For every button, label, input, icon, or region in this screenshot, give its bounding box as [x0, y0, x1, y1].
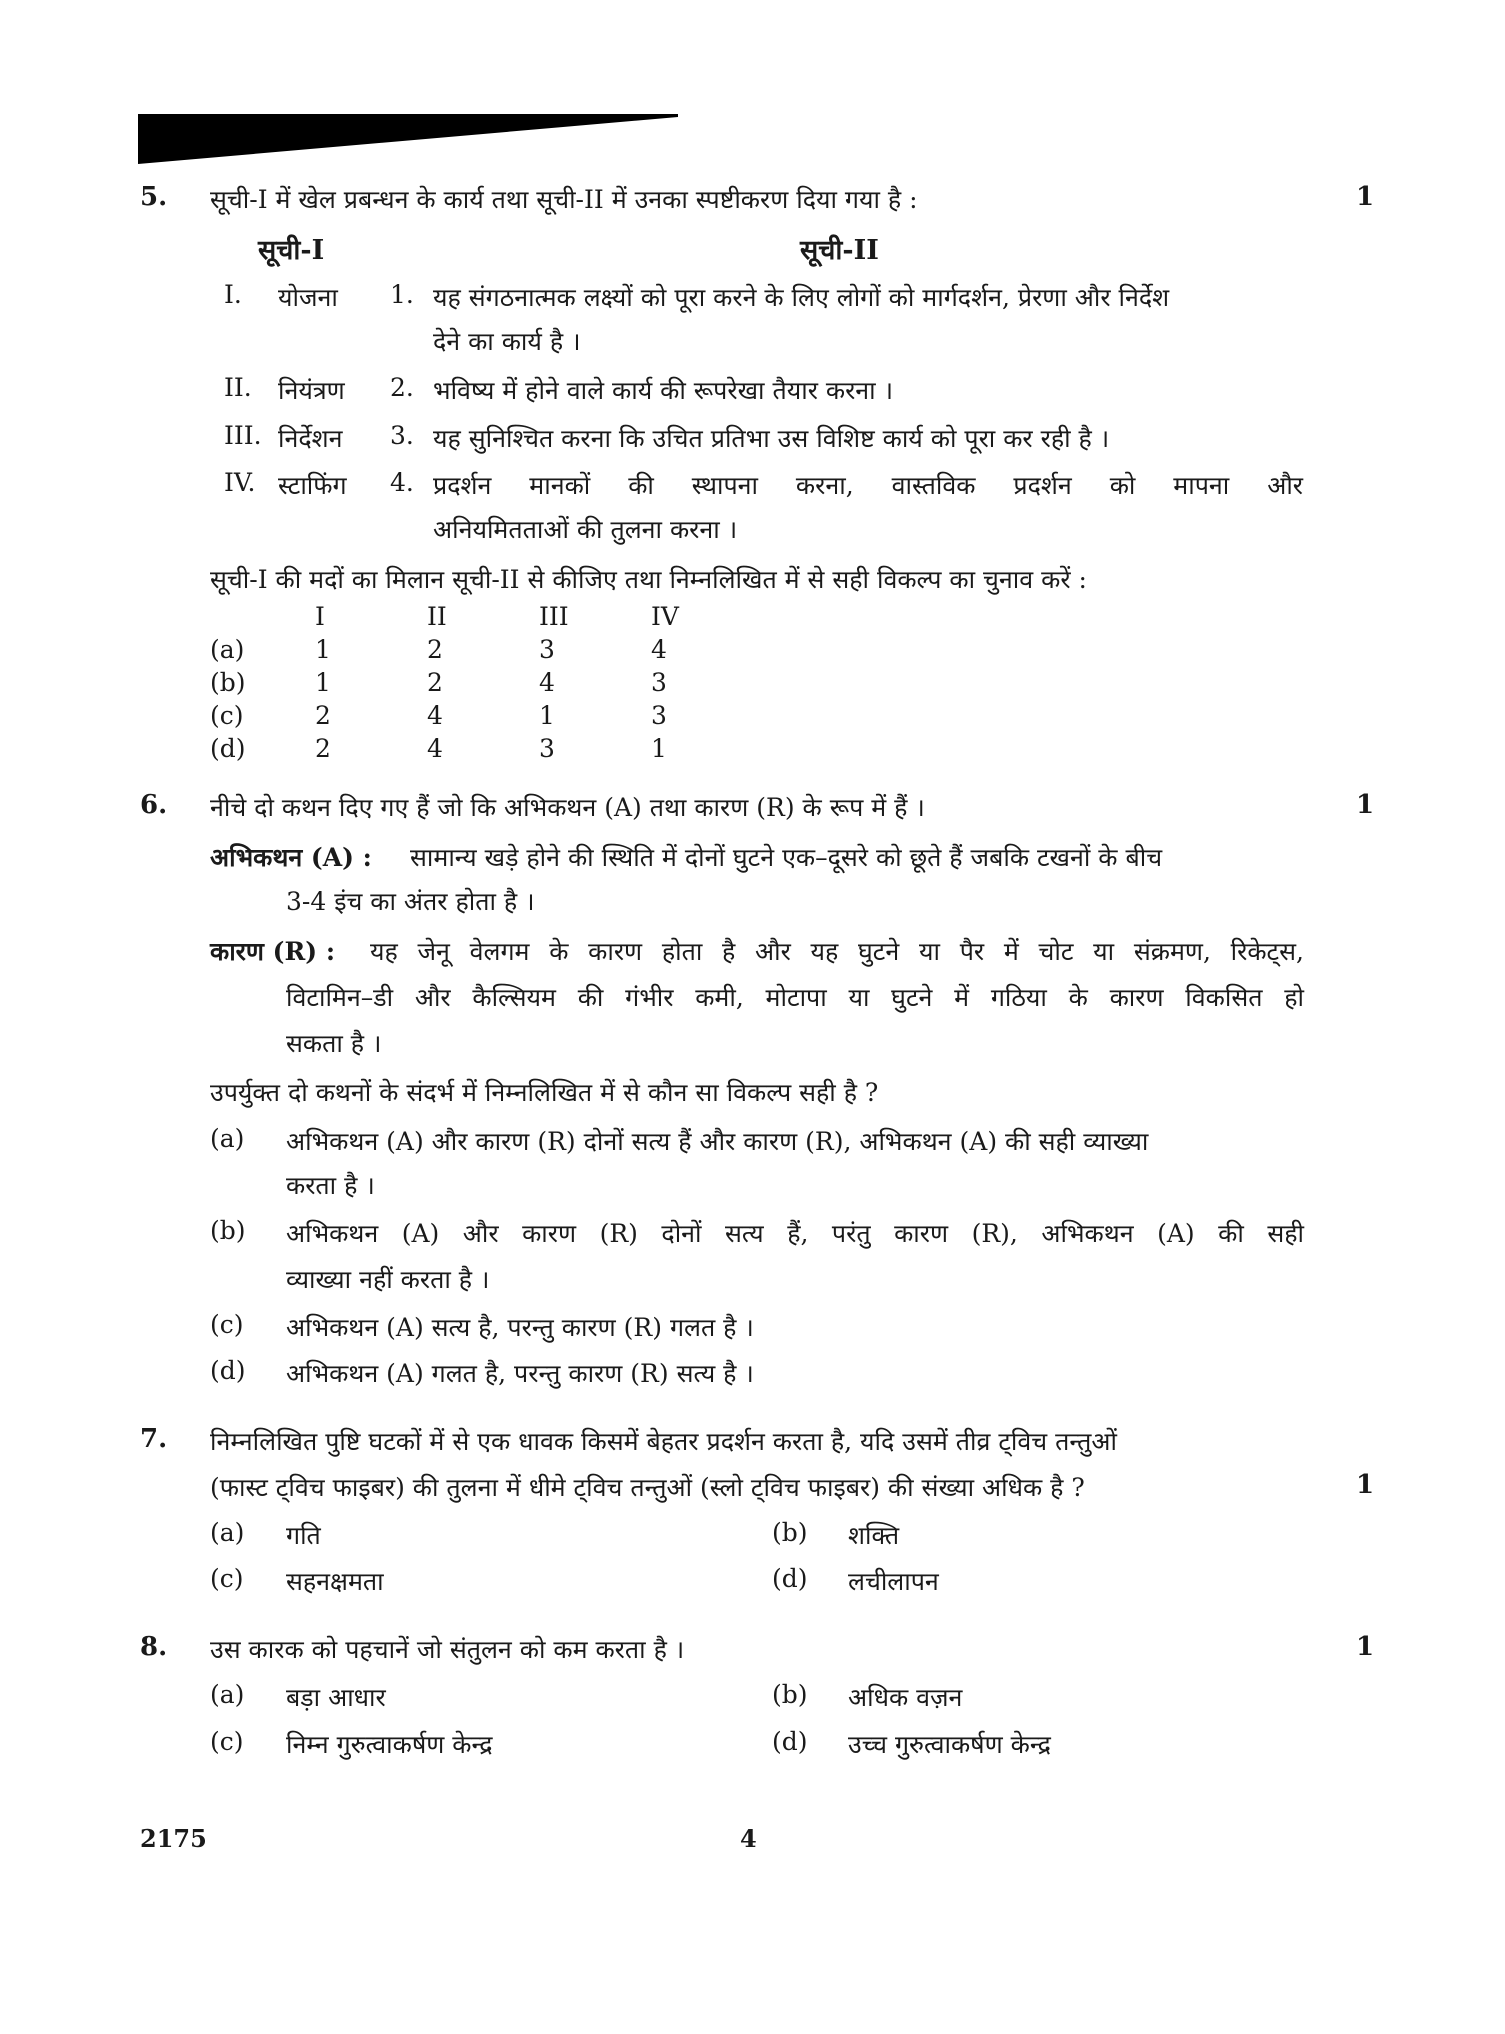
option-label: (b) [210, 668, 246, 697]
option-text: उच्च गुरुत्वाकर्षण केन्द्र [848, 1730, 1051, 1759]
table-row [210, 732, 711, 765]
option-text: अभिकथन (A) और कारण (R) दोनों सत्य हैं, परंतु कारण (R), अभिकथन (A) की सही [286, 1219, 1304, 1248]
table-row [210, 666, 711, 699]
q5-marks: 1 [1356, 182, 1375, 212]
list2-text: भविष्य में होने वाले कार्य की रूपरेखा तैयार करना । [433, 376, 894, 405]
assertion-text: सामान्य खड़े होने की स्थिति में दोनों घुटने एक–दूसरे को छूते हैं जबकि टखनों के बीच [410, 843, 1163, 872]
reason-text: यह जेनू वेलगम के कारण होता है और यह घुटने या पैर में चोट या संक्रमण, रिकेट्स, [370, 937, 1304, 966]
page-number: 4 [740, 1824, 757, 1853]
option-value: 4 [427, 734, 443, 763]
q5-instruction: सूची-I की मदों का मिलान सूची-II से कीजिए तथा निम्नलिखित में से सही विकल्प का चुनाव करें : [210, 565, 1087, 594]
option-value: 2 [427, 635, 443, 664]
col-head: II [427, 602, 447, 631]
q5-stem: सूची-I में खेल प्रबन्धन के कार्य तथा सूची-II में उनका स्पष्टीकरण दिया गया है : [210, 185, 918, 214]
option-value: 1 [315, 635, 331, 664]
q6-marks: 1 [1356, 790, 1375, 820]
option-text: व्याख्या नहीं करता है । [286, 1265, 490, 1294]
q7-number: 7. [140, 1424, 168, 1454]
option-text: अभिकथन (A) और कारण (R) दोनों सत्य हैं और कारण (R), अभिकथन (A) की सही व्याख्या [286, 1127, 1149, 1156]
col-head: III [539, 602, 569, 631]
q7-stem: निम्नलिखित पुष्टि घटकों में से एक धावक किसमें बेहतर प्रदर्शन करता है, यदि उसमें तीव्र ट्विच तन्तुओं [210, 1427, 1117, 1456]
table-row [210, 699, 711, 732]
option-text: करता है । [286, 1171, 375, 1200]
option-text: अभिकथन (A) गलत है, परन्तु कारण (R) सत्य है । [286, 1359, 754, 1388]
option-label: (c) [210, 1727, 244, 1756]
option-text: सहनक्षमता [286, 1567, 384, 1596]
option-label: (c) [210, 1564, 244, 1593]
option-text: अधिक वज़न [848, 1683, 963, 1712]
col-head: IV [651, 602, 679, 631]
col-head: I [315, 602, 325, 631]
list2-text: यह संगठनात्मक लक्ष्यों को पूरा करने के लिए लोगों को मार्गदर्शन, प्रेरणा और निर्देश [433, 283, 1170, 312]
q6-number: 6. [140, 790, 168, 820]
option-text: शक्ति [848, 1521, 900, 1550]
option-value: 3 [651, 668, 667, 697]
list1-item: नियंत्रण [278, 376, 345, 405]
reason-text: विटामिन–डी और कैल्सियम की गंभीर कमी, मोटापा या घुटने में गठिया के कारण विकसित हो [286, 983, 1304, 1012]
table-header-row [210, 600, 711, 633]
q8-number: 8. [140, 1632, 168, 1662]
list1-roman: IV. [224, 468, 256, 497]
match-options-table [210, 600, 711, 765]
list1-heading: सूची-I [258, 235, 325, 266]
q6-stem: नीचे दो कथन दिए गए हैं जो कि अभिकथन (A) तथा कारण (R) के रूप में हैं । [210, 793, 925, 822]
option-label: (d) [772, 1727, 808, 1756]
list2-text: देने का कार्य है । [433, 327, 581, 356]
option-label: (a) [210, 1518, 245, 1547]
list2-number: 1. [390, 280, 414, 309]
q8-stem: उस कारक को पहचानें जो संतुलन को कम करता है । [210, 1635, 685, 1664]
option-label: (a) [210, 1680, 245, 1709]
list2-number: 2. [390, 373, 414, 402]
option-value: 1 [539, 701, 555, 730]
reason-text: सकता है । [286, 1029, 382, 1058]
option-label: (c) [210, 1310, 244, 1339]
list2-heading: सूची-II [800, 235, 879, 266]
option-value: 1 [651, 734, 667, 763]
option-value: 2 [315, 734, 331, 763]
option-value: 3 [539, 635, 555, 664]
option-value: 4 [651, 635, 667, 664]
option-label: (a) [210, 635, 245, 664]
option-text: लचीलापन [848, 1567, 939, 1596]
paper-code: 2175 [140, 1824, 207, 1853]
option-text: बड़ा आधार [286, 1683, 386, 1712]
q6-question: उपर्युक्त दो कथनों के संदर्भ में निम्नलिखित में से कौन सा विकल्प सही है ? [210, 1078, 879, 1107]
reason-label: कारण (R) : [210, 937, 336, 966]
table-row [210, 633, 711, 666]
option-value: 2 [315, 701, 331, 730]
list1-roman: I. [224, 280, 242, 309]
option-value: 3 [539, 734, 555, 763]
option-text: अभिकथन (A) सत्य है, परन्तु कारण (R) गलत है । [286, 1313, 754, 1342]
list1-roman: III. [224, 421, 262, 450]
list1-item: योजना [278, 283, 338, 312]
list2-text: यह सुनिश्चित करना कि उचित प्रतिभा उस विशिष्ट कार्य को पूरा कर रही है । [433, 424, 1110, 453]
q5-number: 5. [140, 182, 168, 212]
option-value: 4 [427, 701, 443, 730]
option-label: (c) [210, 701, 244, 730]
list1-item: निर्देशन [278, 424, 343, 453]
list1-item: स्टाफिंग [278, 471, 347, 500]
assertion-label: अभिकथन (A) : [210, 843, 372, 872]
q7-stem: (फास्ट ट्विच फाइबर) की तुलना में धीमे ट्विच तन्तुओं (स्लो ट्विच फाइबर) की संख्या अधिक है ? [210, 1473, 1085, 1502]
option-text: गति [286, 1521, 321, 1550]
option-label: (d) [210, 734, 246, 763]
option-label: (b) [210, 1216, 246, 1245]
option-value: 1 [315, 668, 331, 697]
option-label: (a) [210, 1124, 245, 1153]
option-label: (d) [772, 1564, 808, 1593]
list2-number: 3. [390, 421, 414, 450]
option-value: 4 [539, 668, 555, 697]
option-label: (b) [772, 1518, 808, 1547]
option-label: (b) [772, 1680, 808, 1709]
option-value: 3 [651, 701, 667, 730]
redaction-bar [138, 114, 678, 164]
option-value: 2 [427, 668, 443, 697]
q8-marks: 1 [1356, 1632, 1375, 1662]
option-label: (d) [210, 1356, 246, 1385]
list2-text: प्रदर्शन मानकों की स्थापना करना, वास्तविक प्रदर्शन को मापना और [433, 471, 1303, 500]
list2-text: अनियमितताओं की तुलना करना । [433, 515, 738, 544]
q7-marks: 1 [1356, 1470, 1375, 1500]
list2-number: 4. [390, 468, 414, 497]
assertion-text: 3-4 इंच का अंतर होता है । [286, 887, 535, 916]
list1-roman: II. [224, 373, 252, 402]
option-text: निम्न गुरुत्वाकर्षण केन्द्र [286, 1730, 493, 1759]
